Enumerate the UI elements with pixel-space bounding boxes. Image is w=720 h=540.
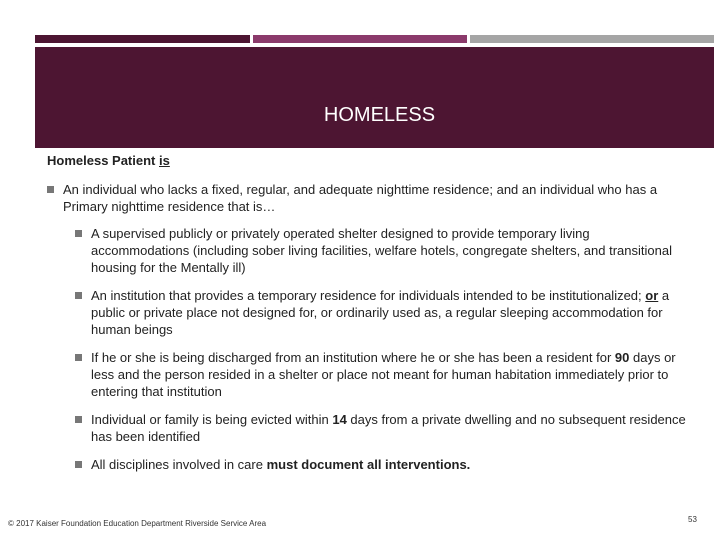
square-bullet-icon — [75, 461, 82, 468]
top-bar-segment-2 — [253, 35, 467, 43]
item5-text-a: All disciplines involved in care — [91, 457, 267, 472]
top-bar-segment-3 — [470, 35, 714, 43]
intro-item — [47, 181, 687, 215]
footer-copyright: © 2017 Kaiser Foundation Education Department Riverside Service Area — [8, 519, 267, 528]
list-item — [47, 456, 687, 473]
heading-is: is — [159, 153, 170, 168]
item3-text-a: If he or she is being discharged from an institution where he or she has been a resident for — [91, 350, 615, 365]
item1-text: A supervised publicly or privately operated shelter designed to provide temporary living accommodations (including sober living facilities, welfare hotels, congregate shelters, and transitional housing for the Mentally ill) — [91, 226, 672, 275]
item5-bold: must document all interventions. — [266, 457, 471, 472]
square-bullet-icon — [75, 354, 82, 361]
top-bar-segment-1 — [35, 35, 250, 43]
item2-text-a: An institution that provides a temporary residence for individuals intended to be institutionalized; — [91, 288, 646, 303]
section-heading — [47, 153, 687, 168]
square-bullet-icon — [75, 416, 82, 423]
square-bullet-icon — [75, 292, 82, 299]
item2-text-b: a public or private place not designed for, or ordinarily used as, a regular sleeping accommodation for human beings — [91, 288, 670, 337]
list-item — [47, 349, 687, 400]
list-item — [47, 411, 687, 445]
slide-title: HOMELESS — [323, 104, 436, 126]
item3-text-b: days or less and the person resided in a shelter or place not meant for human habitation immediately prior to entering that institution — [91, 350, 676, 399]
square-bullet-icon — [47, 186, 54, 193]
square-bullet-icon — [75, 230, 82, 237]
item3-number: 90 — [614, 350, 630, 365]
list-item — [47, 287, 687, 338]
list-item — [47, 225, 687, 276]
item4-number: 14 — [332, 412, 347, 427]
intro-text: An individual who lacks a fixed, regular, and adequate nighttime residence; and an individual who has a Primary nighttime residence that is… — [63, 182, 658, 214]
title-banner — [35, 47, 714, 148]
slide-content — [47, 153, 687, 484]
page-number: 53 — [688, 515, 697, 524]
item4-text-a: Individual or family is being evicted within — [91, 412, 333, 427]
heading-prefix: Homeless Patient — [47, 153, 159, 168]
item2-or: or — [645, 288, 659, 303]
item4-text-b: days from a private dwelling and no subsequent residence has been identified — [91, 412, 686, 444]
